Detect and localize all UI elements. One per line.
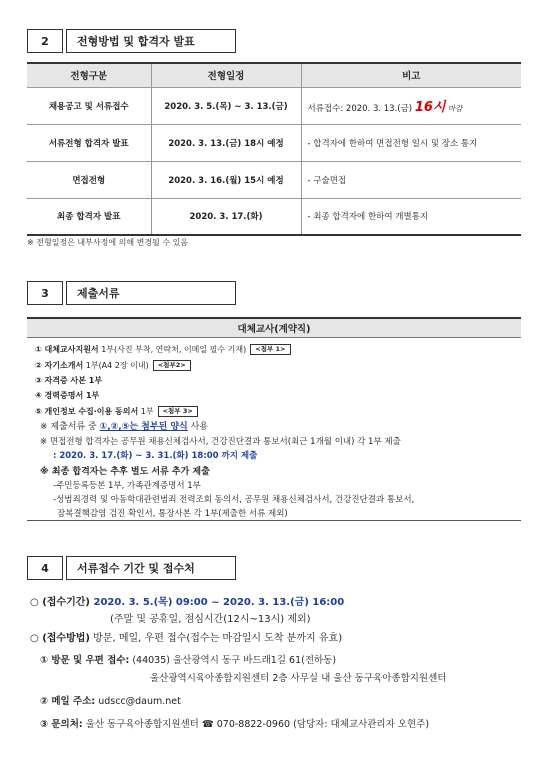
row-category: 서류전형 합격자 발표: [27, 124, 151, 161]
doc-note-1-suffix: 사용: [187, 422, 208, 432]
receipt-method-value: 방문, 메일, 우편 접수(접수는 마감일시 도착 분까지 유효): [90, 633, 343, 644]
section2-title: 전형방법 및 합격자 발표: [66, 29, 236, 53]
doc-note-1: [40, 419, 208, 432]
doc-item-5: [35, 406, 198, 417]
row-date: 2020. 3. 5.(목) ~ 3. 13.(금): [151, 87, 301, 124]
schedule-footnote: ※ 전형일정은 내부사정에 의해 변경될 수 있음: [27, 238, 189, 247]
doc-note-2: ※ 면접전형 합격자는 공무원 채용신체검사서, 건강진단결과 통보서(최근 1개월 이내) 각 1부 제출: [40, 437, 401, 447]
header-date: 전형일정: [151, 63, 301, 87]
visit-mail-value: (44035) 울산광역시 동구 바드래1길 61(전하동): [129, 655, 337, 666]
section3-number: 3: [27, 281, 63, 305]
doc-item-4-label: ④ 경력증명서 1부: [35, 391, 100, 400]
attachment-tag-2: <첨부2>: [153, 360, 191, 371]
contact-label: ③ 문의처:: [40, 719, 83, 730]
note-prefix: 서류접수: 2020. 3. 13.(금): [307, 104, 415, 114]
receipt-period-note: (주말 및 공휴일, 점심시간(12시~13시) 제외): [110, 614, 311, 625]
doc-note-3: ※ 최종 합격자는 추후 별도 서류 추가 제출: [40, 467, 210, 477]
section4-heading: [27, 556, 236, 580]
attachment-tag-3: <첨부 3>: [158, 406, 198, 417]
doc-note-1-highlight: ①,②,⑤는 첨부된 양식: [99, 422, 188, 432]
doc-item-2-text: 1부(A4 2장 이내): [83, 361, 149, 370]
doc-item-4: [35, 390, 99, 401]
section3-heading: [27, 281, 236, 305]
contact-info: [40, 716, 429, 730]
deadline-highlight: 16시: [414, 100, 446, 115]
note-suffix: 마감: [445, 104, 463, 113]
doc-note-1-prefix: ※ 제출서류 중: [40, 422, 100, 432]
doc-note-2-date: : 2020. 3. 17.(화) ~ 3. 31.(화) 18:00 까지 제출: [53, 451, 258, 461]
email-label: ② 메일 주소:: [40, 696, 96, 707]
doc-note-3-c: 잠복결핵감염 검진 확인서, 통장사본 각 1부(제출한 서류 제외): [57, 509, 288, 519]
documents-box: [27, 317, 521, 521]
attachment-tag-1: <첨부 1>: [250, 344, 290, 355]
header-category: 전형구분: [27, 63, 151, 87]
visit-mail-label: ① 방문 및 우편 접수:: [40, 655, 130, 666]
section2-heading: [27, 29, 236, 53]
doc-item-1-text: 1부(사진 부착, 연락처, 이메일 필수 기재): [98, 345, 247, 354]
doc-item-2-label: ② 자기소개서: [35, 361, 84, 370]
visit-mail-address: [40, 652, 336, 666]
row-date: 2020. 3. 13.(금) 18시 예정: [151, 124, 301, 161]
receipt-period: [30, 593, 344, 608]
doc-item-1: [35, 344, 291, 355]
email-value: udscc@daum.net: [95, 696, 181, 707]
header-note: 비고: [301, 63, 521, 87]
section4-title: 서류접수 기간 및 접수처: [66, 556, 236, 580]
table-row: [27, 87, 521, 124]
doc-note-3-b: -성범죄경력 및 아동학대관련범죄 전력조회 동의서, 공무원 채용신체검사서, 건강진단결과 통보서,: [53, 495, 415, 505]
contact-value: 울산 동구육아종합지원센터 ☎ 070-8822-0960 (담당자: 대체교사관리자 오현주): [82, 719, 430, 730]
doc-item-5-text: 1부: [138, 407, 154, 416]
row-category: 최종 합격자 발표: [27, 198, 151, 235]
row-category: 채용공고 및 서류접수: [27, 87, 151, 124]
doc-item-1-label: ① 대체교사지원서: [35, 345, 99, 354]
visit-mail-address-2: 울산광역시육아종합지원센터 2층 사무실 내 울산 동구육아종합지원센터: [150, 673, 447, 684]
receipt-period-value: 2020. 3. 5.(목) 09:00 ~ 2020. 3. 13.(금) 16:00: [90, 597, 345, 608]
receipt-period-label: ○ (접수기간): [30, 597, 90, 608]
doc-item-3-label: ③ 자격증 사본 1부: [35, 376, 103, 385]
email-address: [40, 693, 181, 707]
section2-number: 2: [27, 29, 63, 53]
row-date: 2020. 3. 17.(화): [151, 198, 301, 235]
row-note: - 합격자에 한하여 면접전형 일시 및 장소 통지: [301, 124, 521, 161]
table-row: [27, 124, 521, 161]
row-category: 면접전형: [27, 161, 151, 198]
table-row: [27, 161, 521, 198]
receipt-method: [30, 629, 342, 644]
row-note: [301, 87, 521, 124]
documents-box-header: 대체교사(계약직): [27, 319, 521, 338]
doc-item-2: [35, 360, 191, 371]
doc-item-3: [35, 375, 102, 386]
table-row: [27, 198, 521, 235]
doc-item-5-label: ⑤ 개인정보 수집·이용 동의서: [35, 407, 139, 416]
row-note: - 최종 합격자에 한하여 개별통지: [307, 212, 429, 223]
section4-number: 4: [27, 556, 63, 580]
doc-note-3-a: -주민등록등본 1부, 가족관계증명서 1부: [53, 481, 201, 491]
row-note: - 구술면접: [301, 161, 521, 198]
receipt-method-label: ○ (접수방법): [30, 633, 90, 644]
table-header-row: [27, 63, 521, 87]
schedule-table: [27, 62, 521, 236]
row-date: 2020. 3. 16.(월) 15시 예정: [151, 161, 301, 198]
section3-title: 제출서류: [66, 281, 236, 305]
